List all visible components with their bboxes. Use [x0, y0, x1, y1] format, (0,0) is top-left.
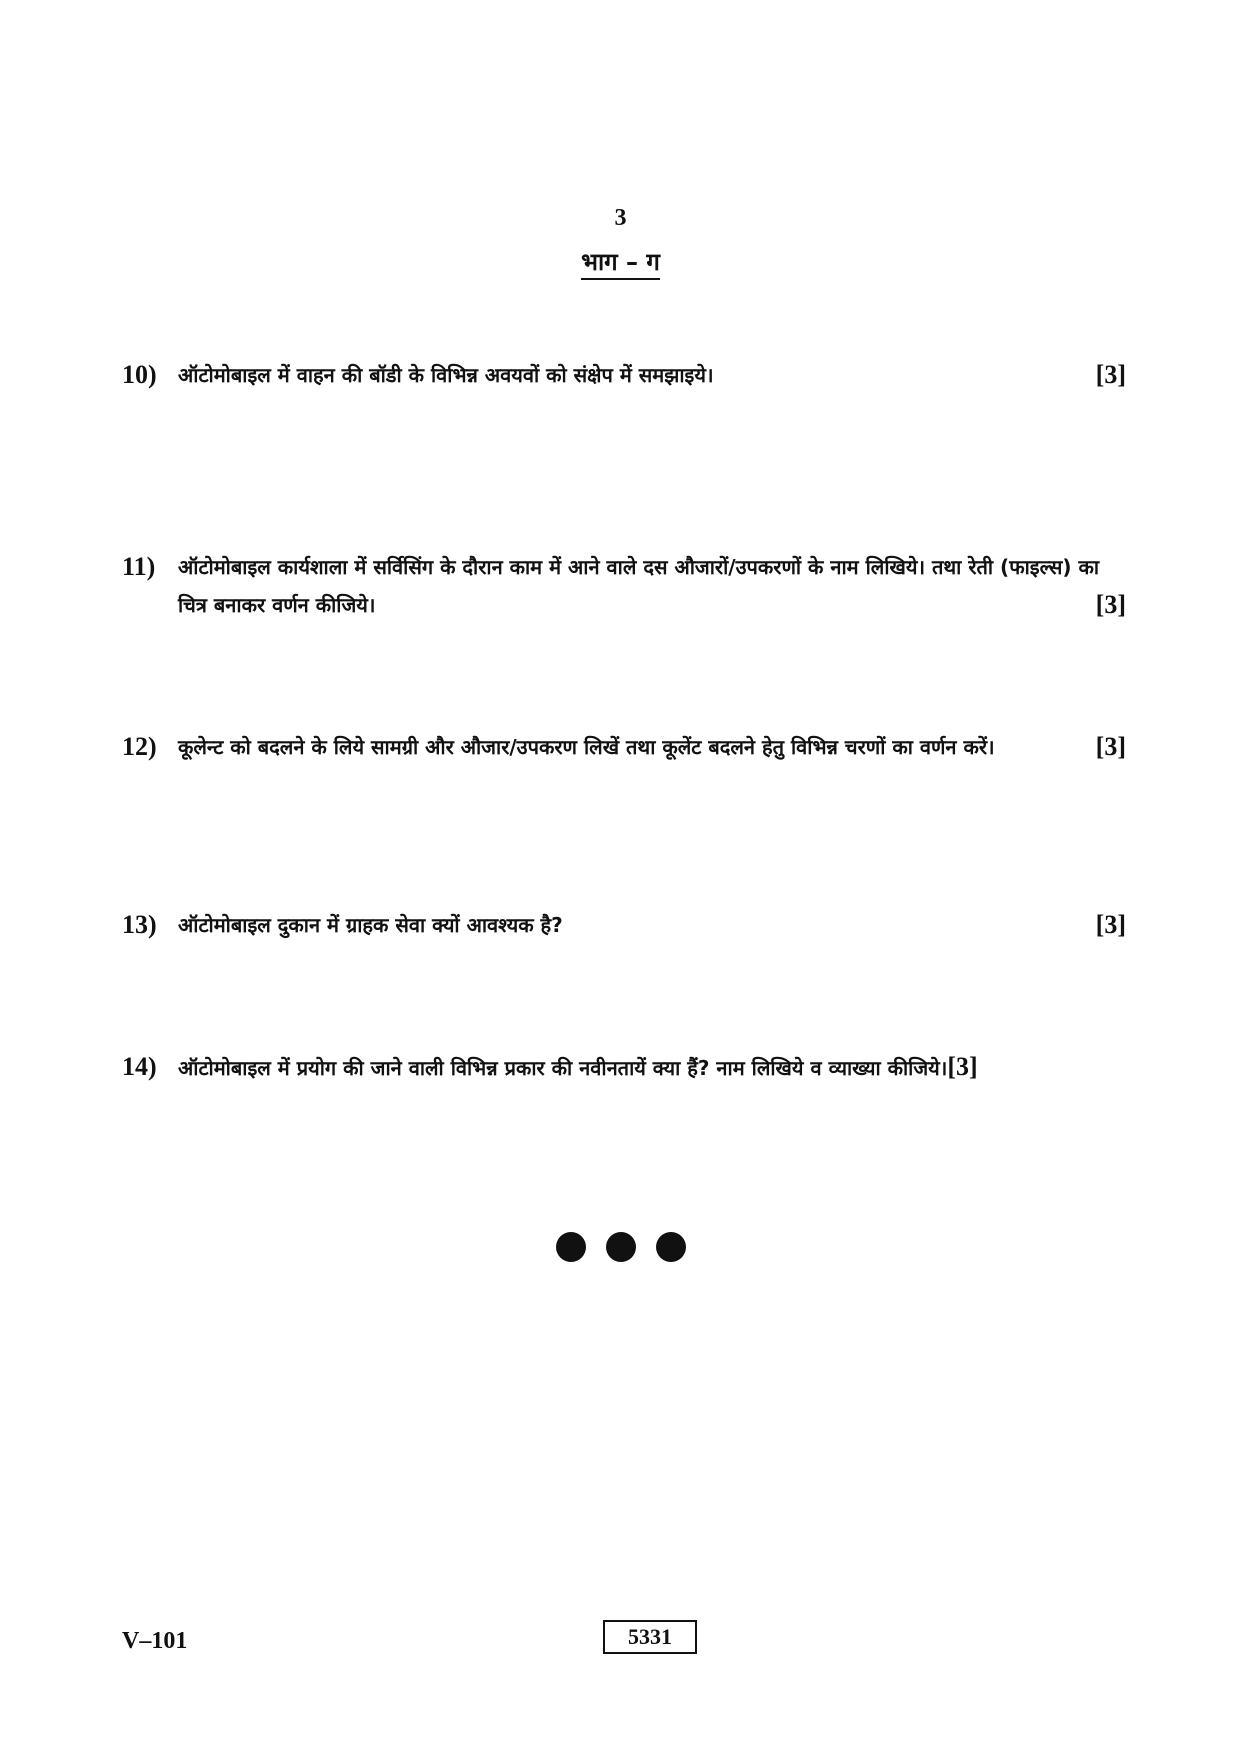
question-marks: [3]	[1095, 910, 1126, 939]
paper-number-box: 5331	[603, 1620, 697, 1654]
paper-code: V–101	[122, 1628, 188, 1654]
question-marks: [3]	[1095, 732, 1126, 761]
question-12	[122, 728, 1126, 766]
question-10	[122, 356, 1126, 394]
question-13	[122, 906, 1126, 944]
question-text	[178, 356, 1126, 394]
question-text	[178, 906, 1126, 944]
end-of-paper-dots	[0, 1232, 1241, 1262]
question-number: 11)	[122, 552, 156, 581]
question-14	[122, 1048, 1126, 1087]
dot-icon	[656, 1232, 686, 1262]
question-11	[122, 548, 1126, 624]
question-text	[178, 548, 1126, 624]
question-number: 13)	[122, 910, 157, 939]
question-body: कूलेन्ट को बदलने के लिये सामग्री और औजार/उपकरण लिखें तथा कूलेंट बदलने हेतु विभिन्न चरणों का वर्णन करें।	[178, 735, 995, 759]
question-body: ऑटोमोबाइल में वाहन की बॉडी के विभिन्न अवयवों को संक्षेप में समझाइये।	[178, 363, 714, 387]
question-body: ऑटोमोबाइल दुकान में ग्राहक सेवा क्यों आवश्यक है?	[178, 913, 563, 937]
question-number: 10)	[122, 360, 157, 389]
question-marks: [3]	[1095, 360, 1126, 389]
question-body: ऑटोमोबाइल कार्यशाला में सर्विसिंग के दौरान काम में आने वाले दस औजारों/उपकरणों के नाम लिखिये। तथा रेती (फाइल्स) का चित्र बनाकर वर्णन कीजिये।	[178, 555, 1100, 617]
question-body: ऑटोमोबाइल में प्रयोग की जाने वाली विभिन्न प्रकार की नवीनतायें क्या हैं? नाम लिखिये व व्याख्या कीजिये।	[178, 1056, 948, 1080]
question-text	[178, 728, 1126, 766]
question-marks: [3]	[947, 1052, 978, 1081]
question-marks: [3]	[1095, 590, 1126, 619]
question-text	[178, 1048, 1126, 1087]
section-title-text: भाग – ग	[581, 248, 660, 280]
section-title	[0, 245, 1241, 278]
page-number: 3	[614, 205, 627, 231]
question-number: 14)	[122, 1052, 157, 1081]
dot-icon	[606, 1232, 636, 1262]
question-number: 12)	[122, 732, 157, 761]
dot-icon	[556, 1232, 586, 1262]
